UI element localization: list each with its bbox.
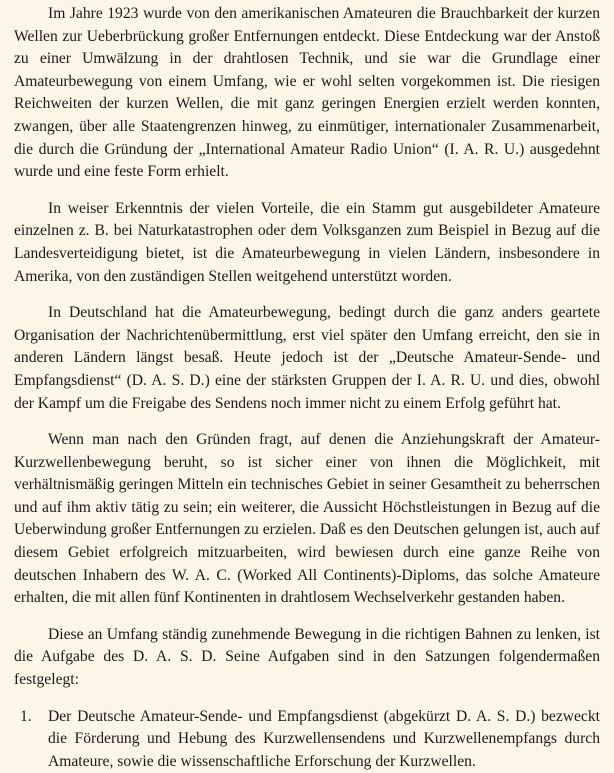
- statute-list: [14, 706, 600, 773]
- paragraph-4: Wenn man nach den Gründen fragt, auf denen die Anziehungskraft der Amateur-Kurzwellenbewegung beruht, so ist sicher einer von ihnen die Möglichkeit, mit verhältnismäßig geringen Mitteln ein technisches Gebiet in seiner Gesamtheit zu beherrschen und auf ihm aktiv tätig zu sein; ein weiterer, die Aussicht Höchstleistungen in Bezug auf die Ueberwindung großer Entfernungen zu erzielen. Daß es den Deutschen gelungen ist, auch auf diesem Gebiet erfolgreich mitzuarbeiten, wird bewiesen durch eine ganze Reihe von deutschen Inhabern des W. A. C. (Worked All Continents)-Diploms, das solche Amateure erhalten, die mit allen fünf Kontinenten in drahtlosem Wechselverkehr gestanden haben.: [14, 431, 600, 607]
- list-item: [14, 706, 600, 773]
- paragraph-3: In Deutschland hat die Amateurbewegung, bedingt durch die ganz anders geartete Organisation der Nachrichtenübermittlung, erst viel später den Umfang erreicht, den sie in anderen Ländern längst besaß. Heute jedoch ist der „Deutsche Amateur-Sende- und Empfangsdienst“ (D. A. S. D.) eine der stärksten Gruppen der I. A. R. U. und dies, obwohl der Kampf um die Freigabe des Sendens noch immer nicht zu einem Erfolg geführt hat.: [14, 304, 600, 412]
- paragraph-5: Diese an Umfang ständig zunehmende Bewegung in die richtigen Bahnen zu lenken, ist die Aufgabe des D. A. S. D. Seine Aufgaben sind in den Satzungen folgendermaßen festgelegt:: [14, 625, 600, 689]
- list-item-text: Der Deutsche Amateur-Sende- und Empfangsdienst (abgekürzt D. A. S. D.) bezweckt die Förderung und Hebung des Kurzwellensendens und Kurzwellenempfangs durch Amateure, sowie die wissenschaftliche Erforschung der Kurzwellen.: [48, 707, 600, 770]
- paragraph-2: In weiser Erkenntnis der vielen Vorteile, die ein Stamm gut ausgebildeter Amateure einzelnen z. B. bei Naturkatastrophen oder dem Volksganzen zum Beispiel in Bezug auf die Landesverteidigung bietet, ist die Amateurbewegung in vielen Ländern, insbesondere in Amerika, von den zuständigen Stellen weitgehend unterstützt worden.: [14, 199, 600, 285]
- list-item-number: 1.: [20, 707, 32, 725]
- paragraph-1: Im Jahre 1923 wurde von den amerikanischen Amateuren die Brauchbarkeit der kurzen Wellen zur Ueberbrückung großer Entfernungen entdeckt. Diese Entdeckung war der Anstoß zu einer Umwälzung in der drahtlosen Technik, und sie war die Grundlage einer Amateurbewegung von einem Umfang, wie er wohl selten vorgekommen ist. Die riesigen Reichweiten der kurzen Wellen, die mit ganz geringen Energien erzielt werden konnten, zwangen, über alle Staatengrenzen hinweg, zu einmütiger, internationaler Zusammenarbeit, die durch die Gründung der „International Amateur Radio Union“ (I. A. R. U.) ausgedehnt wurde und eine feste Form erhielt.: [14, 5, 600, 181]
